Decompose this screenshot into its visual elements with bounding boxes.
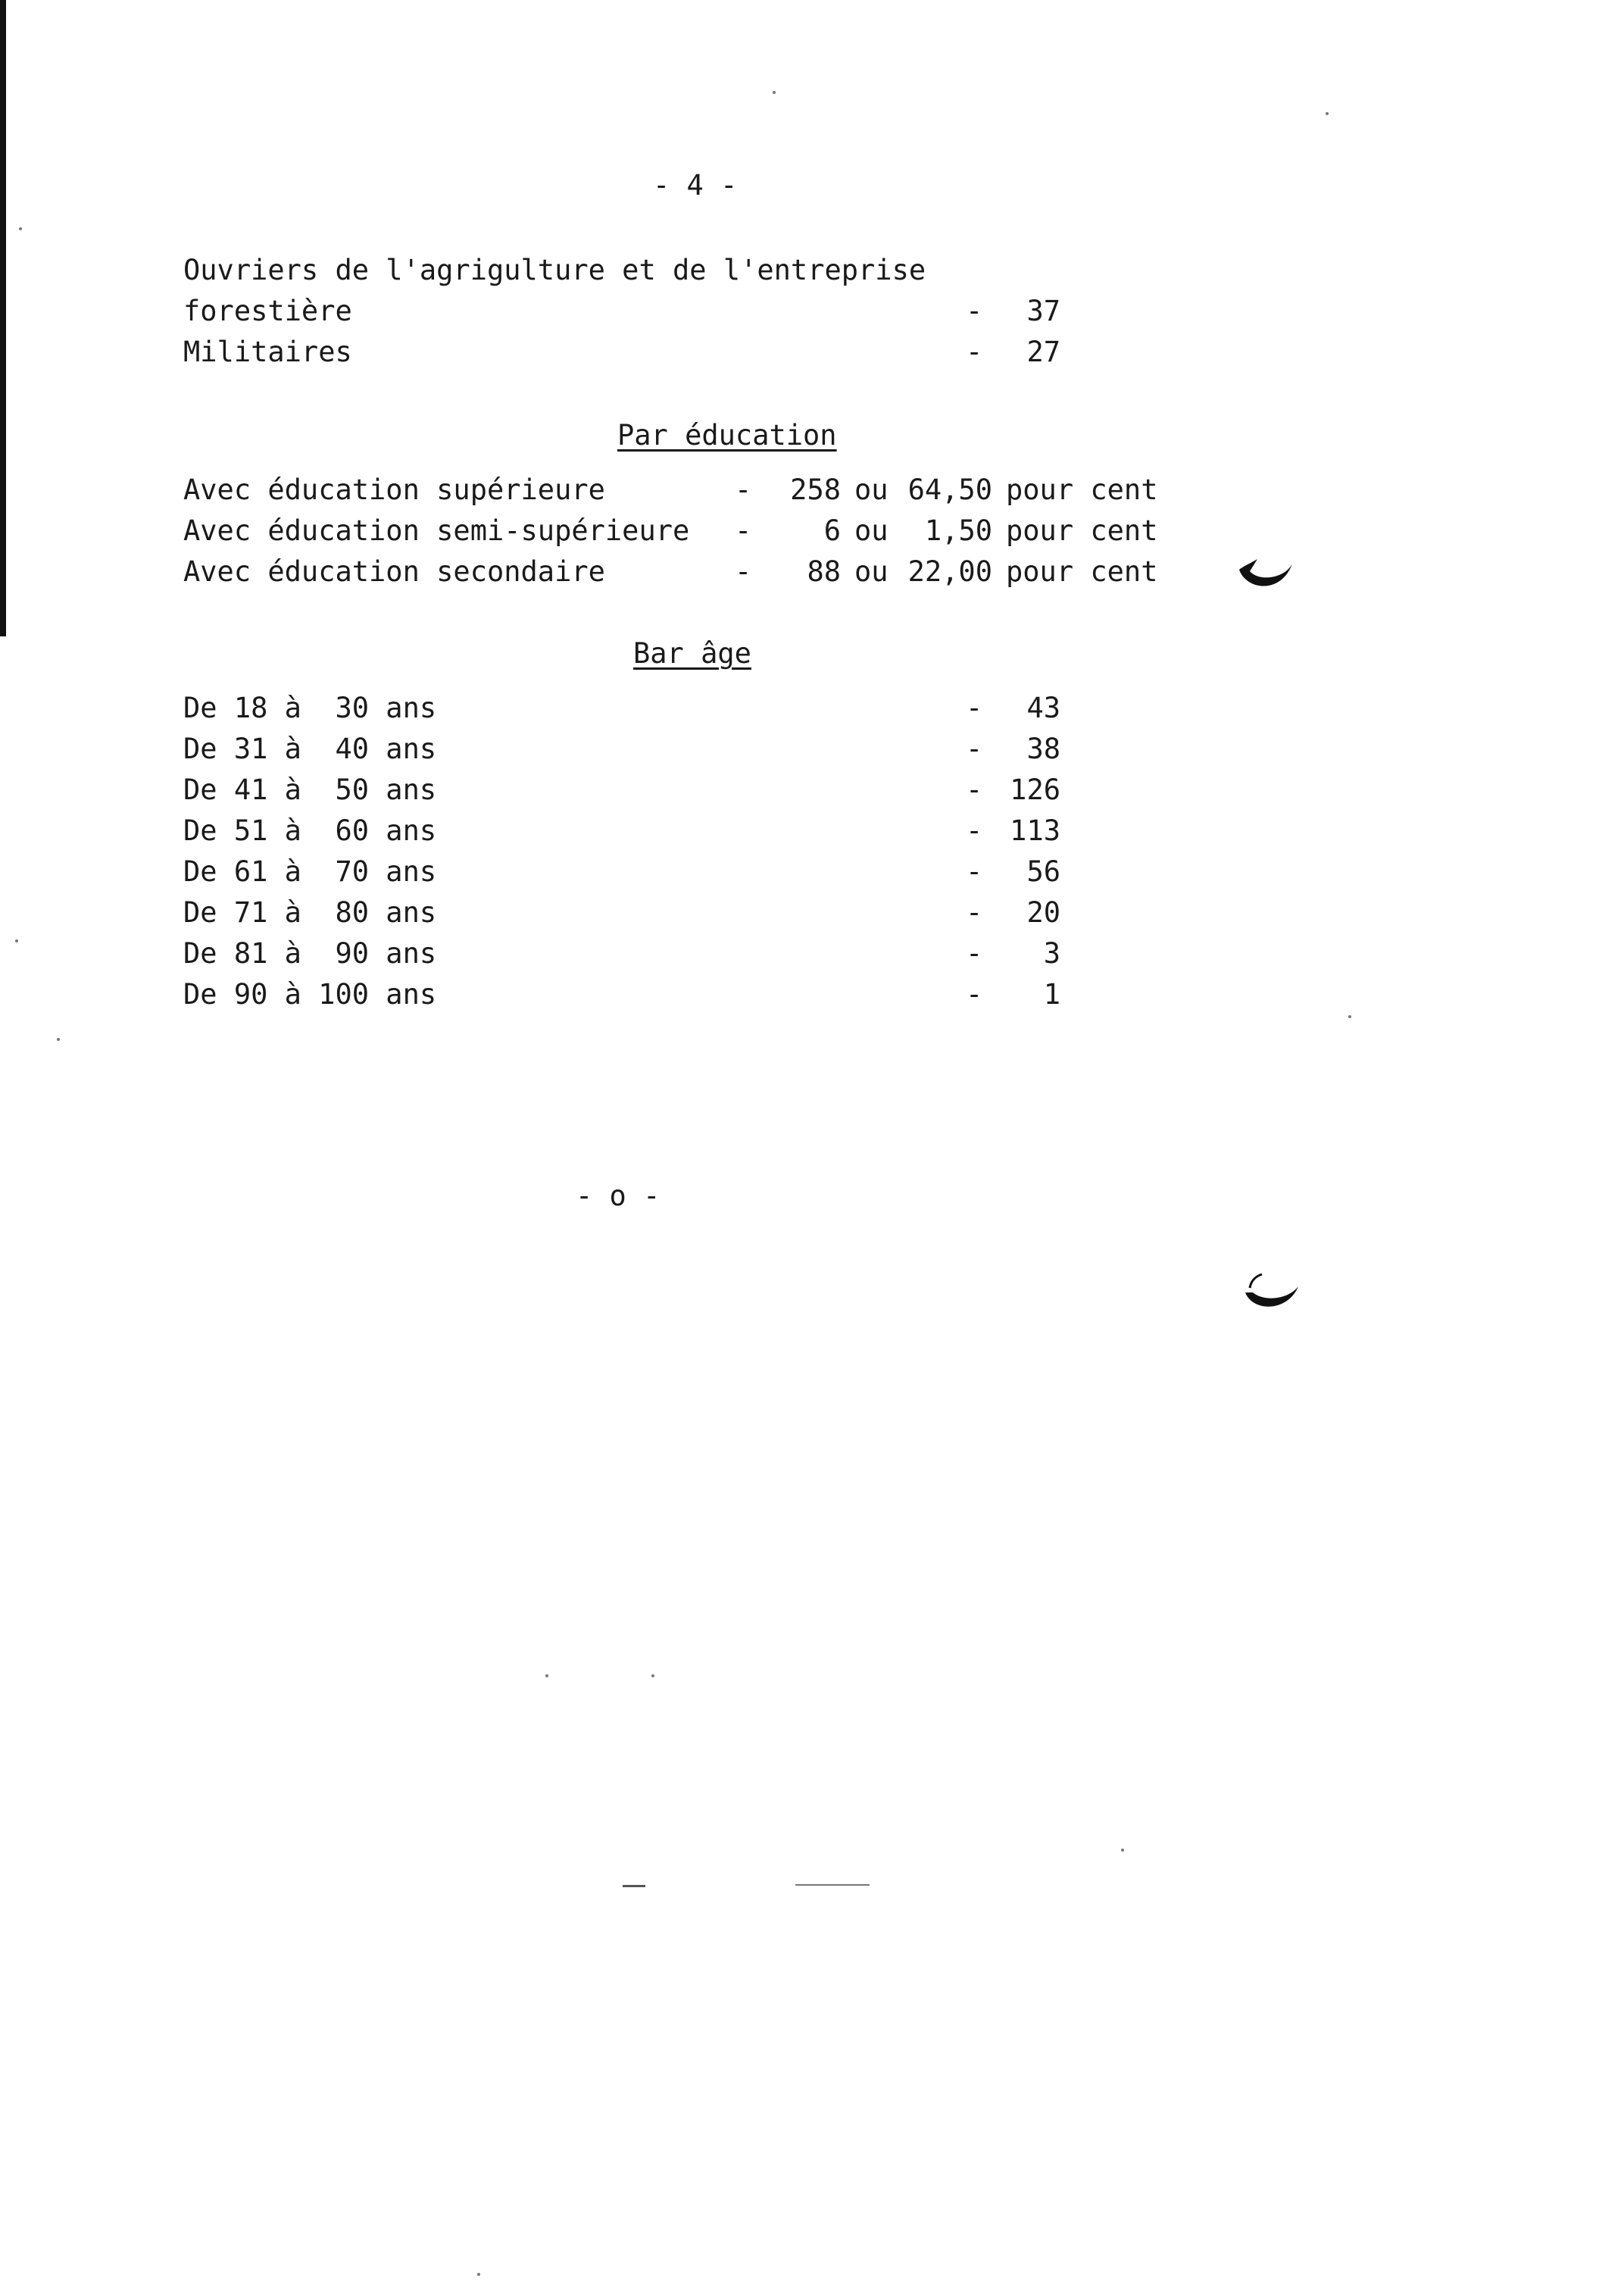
- age-dash: -: [966, 774, 983, 806]
- age-value: 56: [1026, 855, 1060, 888]
- education-unit: pour cent: [1006, 555, 1158, 588]
- education-unit: pour cent: [1006, 474, 1158, 506]
- education-count: 6: [823, 514, 841, 547]
- education-conj: ou: [854, 474, 889, 506]
- occupation-value: 27: [1026, 336, 1060, 368]
- age-dash: -: [966, 855, 983, 888]
- scan-speck: [1348, 1015, 1351, 1018]
- faint-rule: [623, 1885, 645, 1887]
- occupation-value: 37: [1026, 295, 1060, 327]
- age-label: De 41 à 50 ans: [183, 774, 437, 806]
- education-percent: 1,50: [924, 514, 992, 547]
- education-dash: -: [735, 555, 752, 588]
- age-label: De 51 à 60 ans: [183, 814, 437, 847]
- age-value: 38: [1026, 733, 1060, 765]
- scan-speck: [773, 91, 776, 94]
- age-dash: -: [966, 978, 983, 1011]
- age-value: 1: [1043, 978, 1060, 1011]
- education-label: Avec éducation secondaire: [183, 555, 605, 588]
- age-label: De 18 à 30 ans: [183, 692, 437, 724]
- age-value: 113: [1010, 814, 1060, 847]
- scan-speck: [1121, 1849, 1124, 1852]
- occupation-label: forestière: [183, 295, 352, 327]
- age-label: De 31 à 40 ans: [183, 733, 437, 765]
- age-heading: Bar âge: [633, 637, 751, 670]
- age-label: De 90 à 100 ans: [183, 978, 437, 1011]
- age-value: 3: [1043, 937, 1060, 970]
- age-dash: -: [966, 814, 983, 847]
- education-percent: 22,00: [907, 555, 992, 588]
- occupation-dash: -: [966, 336, 983, 368]
- faint-rule: [795, 1884, 870, 1886]
- scan-edge-line: [0, 0, 6, 636]
- scan-speck: [477, 2273, 480, 2276]
- age-dash: -: [966, 692, 983, 724]
- age-value: 126: [1010, 774, 1060, 806]
- scan-speck: [57, 1038, 60, 1041]
- education-dash: -: [735, 474, 752, 506]
- punch-hole-mark-lower: [1242, 1273, 1303, 1318]
- age-label: De 71 à 80 ans: [183, 896, 437, 929]
- education-heading: Par éducation: [617, 419, 837, 452]
- age-dash: -: [966, 896, 983, 929]
- age-label: De 81 à 90 ans: [183, 937, 437, 970]
- education-label: Avec éducation supérieure: [183, 474, 605, 506]
- page-number: - 4 -: [653, 169, 738, 202]
- scan-speck: [1326, 112, 1329, 115]
- age-label: De 61 à 70 ans: [183, 855, 437, 888]
- age-dash: -: [966, 937, 983, 970]
- education-percent: 64,50: [907, 474, 992, 506]
- education-conj: ou: [854, 555, 889, 588]
- age-value: 20: [1026, 896, 1060, 929]
- education-count: 88: [807, 555, 841, 588]
- age-dash: -: [966, 733, 983, 765]
- education-dash: -: [735, 514, 752, 547]
- education-count: 258: [790, 474, 841, 506]
- occupation-label: Militaires: [183, 336, 352, 368]
- scan-speck: [651, 1674, 654, 1677]
- scan-speck: [19, 227, 22, 230]
- occupation-dash: -: [966, 295, 983, 327]
- education-unit: pour cent: [1006, 514, 1158, 547]
- scan-speck: [15, 939, 18, 942]
- punch-hole-mark-upper: [1236, 553, 1297, 599]
- scan-speck: [545, 1674, 548, 1677]
- education-conj: ou: [854, 514, 889, 547]
- age-value: 43: [1026, 692, 1060, 724]
- education-label: Avec éducation semi-supérieure: [183, 514, 690, 547]
- end-marker: - o -: [576, 1180, 661, 1212]
- occupation-label: Ouvriers de l'agrigulture et de l'entreprise: [183, 254, 926, 286]
